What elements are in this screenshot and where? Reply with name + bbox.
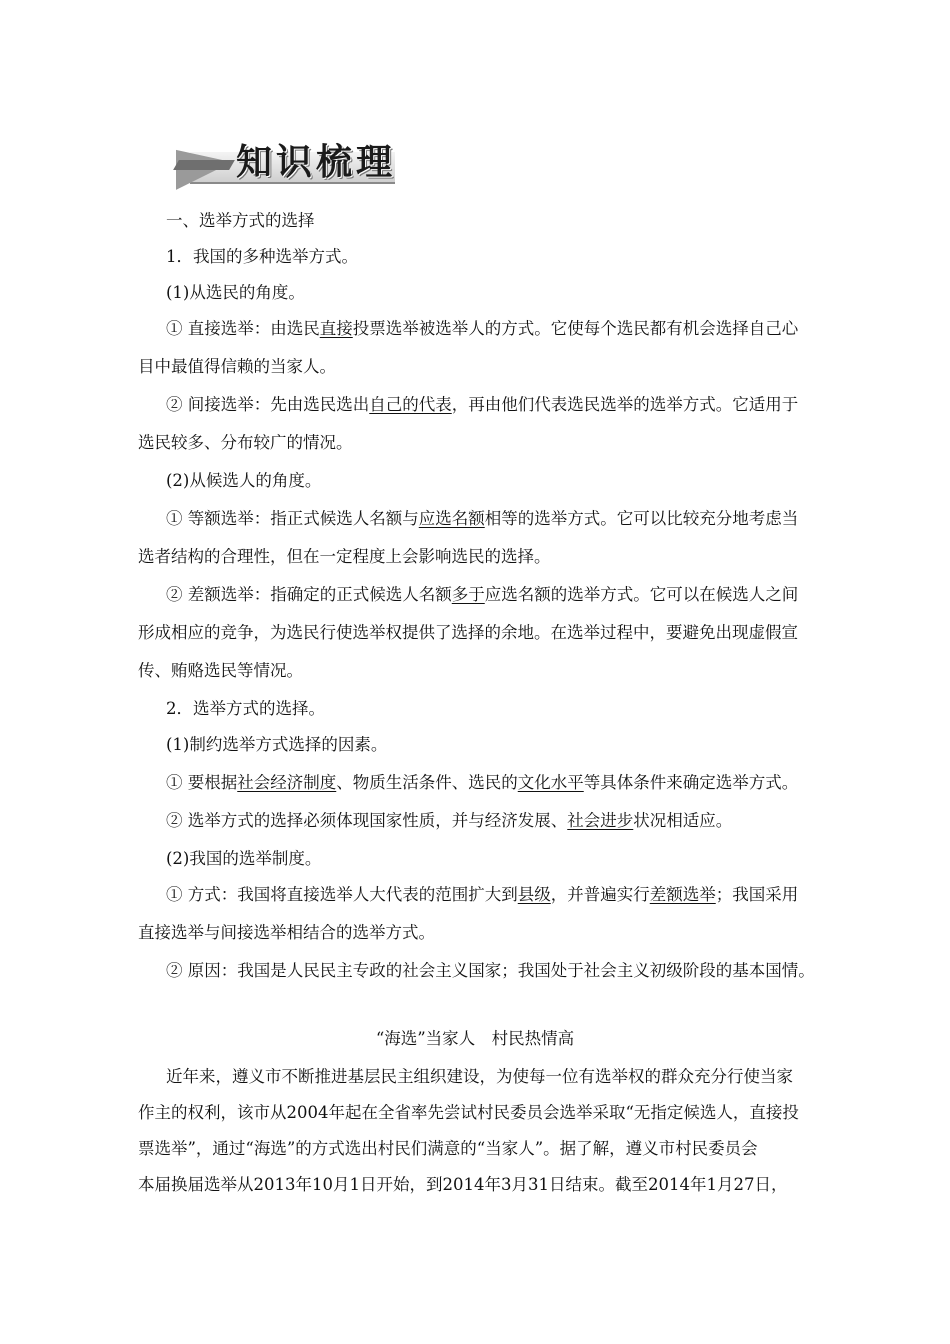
text-run: ① 直接选举：由选民 bbox=[166, 319, 320, 338]
outline-line bbox=[166, 210, 846, 232]
banner-title: 知识梳理 bbox=[236, 142, 397, 183]
text-run: ① 方式：我国将直接选举人大代表的范围扩大到 bbox=[166, 885, 518, 904]
text-run: 形成相应的竞争，为选民行使选举权提供了选择的余地。在选举过程中，要避免出现虚假宣 bbox=[138, 623, 798, 642]
text-run: 状况相适应。 bbox=[633, 811, 733, 830]
banner-arrow-shadow bbox=[173, 160, 235, 170]
text-run: 传、贿赂选民等情况。 bbox=[138, 661, 303, 680]
underlined-term: 自己的代表 bbox=[369, 395, 452, 414]
outline-line bbox=[138, 922, 818, 944]
underlined-term: 社会经济制度 bbox=[237, 773, 337, 792]
outline-line bbox=[166, 246, 846, 268]
text-run: 直接选举与间接选举相结合的选举方式。 bbox=[138, 923, 435, 942]
text-run: 1．我国的多种选举方式。 bbox=[166, 247, 358, 266]
text-run: ，并普遍实行 bbox=[550, 885, 650, 904]
outline-line bbox=[166, 508, 846, 530]
article-title: “海选”当家人 村民热情高 bbox=[375, 1029, 575, 1048]
outline-line bbox=[138, 546, 818, 568]
section-banner bbox=[172, 130, 400, 188]
text-run: ② 原因：我国是人民民主专政的社会主义国家；我国处于社会主义初级阶段的基本国情。 bbox=[166, 961, 815, 980]
text-run: 选民较多、分布较广的情况。 bbox=[138, 433, 353, 452]
underlined-term: 社会进步 bbox=[567, 811, 634, 830]
text-run: ② 差额选举：指确定的正式候选人名额 bbox=[166, 585, 452, 604]
text-run: 应选名额的选举方式。它可以在候选人之间 bbox=[484, 585, 799, 604]
outline-line bbox=[138, 432, 818, 454]
underlined-term: 县级 bbox=[517, 885, 551, 904]
outline-line bbox=[166, 394, 846, 416]
outline-line bbox=[138, 622, 818, 644]
outline-line bbox=[166, 698, 846, 720]
outline-line bbox=[166, 960, 846, 982]
outline-line bbox=[166, 772, 846, 794]
text-run: ① 要根据 bbox=[166, 773, 238, 792]
text-run: 等具体条件来确定选举方式。 bbox=[583, 773, 799, 792]
underlined-term: 多于 bbox=[451, 585, 485, 604]
text-run: ① 等额选举：指正式候选人名额与 bbox=[166, 509, 419, 528]
text-run: ；我国采用 bbox=[715, 885, 799, 904]
text-run: 投票选举被选举人的方式。它使每个选民都有机会选择自己心 bbox=[352, 319, 799, 338]
text-run: (1)从选民的角度。 bbox=[166, 283, 305, 302]
text-run: 目中最值得信赖的当家人。 bbox=[138, 357, 336, 376]
text-run: 相等的选举方式。它可以比较充分地考虑当 bbox=[484, 509, 799, 528]
text-run: ，再由他们代表选民选举的选举方式。它适用于 bbox=[451, 395, 799, 414]
article-line: 近年来，遵义市不断推进基层民主组织建设，为使每一位有选举权的群众充分行使当家 bbox=[166, 1067, 793, 1086]
outline-line bbox=[166, 734, 846, 756]
article-line: 作主的权利，该市从2004年起在全省率先尝试村民委员会选举采取“无指定候选人，直接投 bbox=[138, 1103, 799, 1122]
text-run: (1)制约选举方式选择的因素。 bbox=[166, 735, 388, 754]
outline-line bbox=[166, 318, 846, 340]
outline-line bbox=[138, 660, 818, 682]
text-run: (2)我国的选举制度。 bbox=[166, 849, 322, 868]
text-run: 2．选举方式的选择。 bbox=[166, 699, 325, 718]
text-run: ② 选举方式的选择必须体现国家性质，并与经济发展、 bbox=[166, 811, 568, 830]
article-line: 票选举”，通过“海选”的方式选出村民们满意的“当家人”。据了解，遵义市村民委员会 bbox=[138, 1139, 758, 1158]
text-run: 选者结构的合理性，但在一定程度上会影响选民的选择。 bbox=[138, 547, 551, 566]
outline-line bbox=[166, 884, 846, 906]
outline-line bbox=[166, 584, 846, 606]
underlined-term: 文化水平 bbox=[517, 773, 584, 792]
article-line: 本届换届选举从2013年10月1日开始，到2014年3月31日结束。截至2014年1月27日， bbox=[138, 1175, 788, 1194]
text-run: (2)从候选人的角度。 bbox=[166, 471, 322, 490]
underlined-term: 差额选举 bbox=[649, 885, 716, 904]
outline-line bbox=[138, 356, 818, 378]
outline-line bbox=[166, 848, 846, 870]
underlined-term: 直接 bbox=[319, 319, 353, 338]
outline-line bbox=[166, 282, 846, 304]
outline-line bbox=[166, 810, 846, 832]
text-run: ② 间接选举：先由选民选出 bbox=[166, 395, 370, 414]
underlined-term: 应选名额 bbox=[418, 509, 485, 528]
text-run: 一、选举方式的选择 bbox=[166, 211, 315, 230]
outline-line bbox=[166, 470, 846, 492]
text-run: 、物质生活条件、选民的 bbox=[336, 773, 518, 792]
